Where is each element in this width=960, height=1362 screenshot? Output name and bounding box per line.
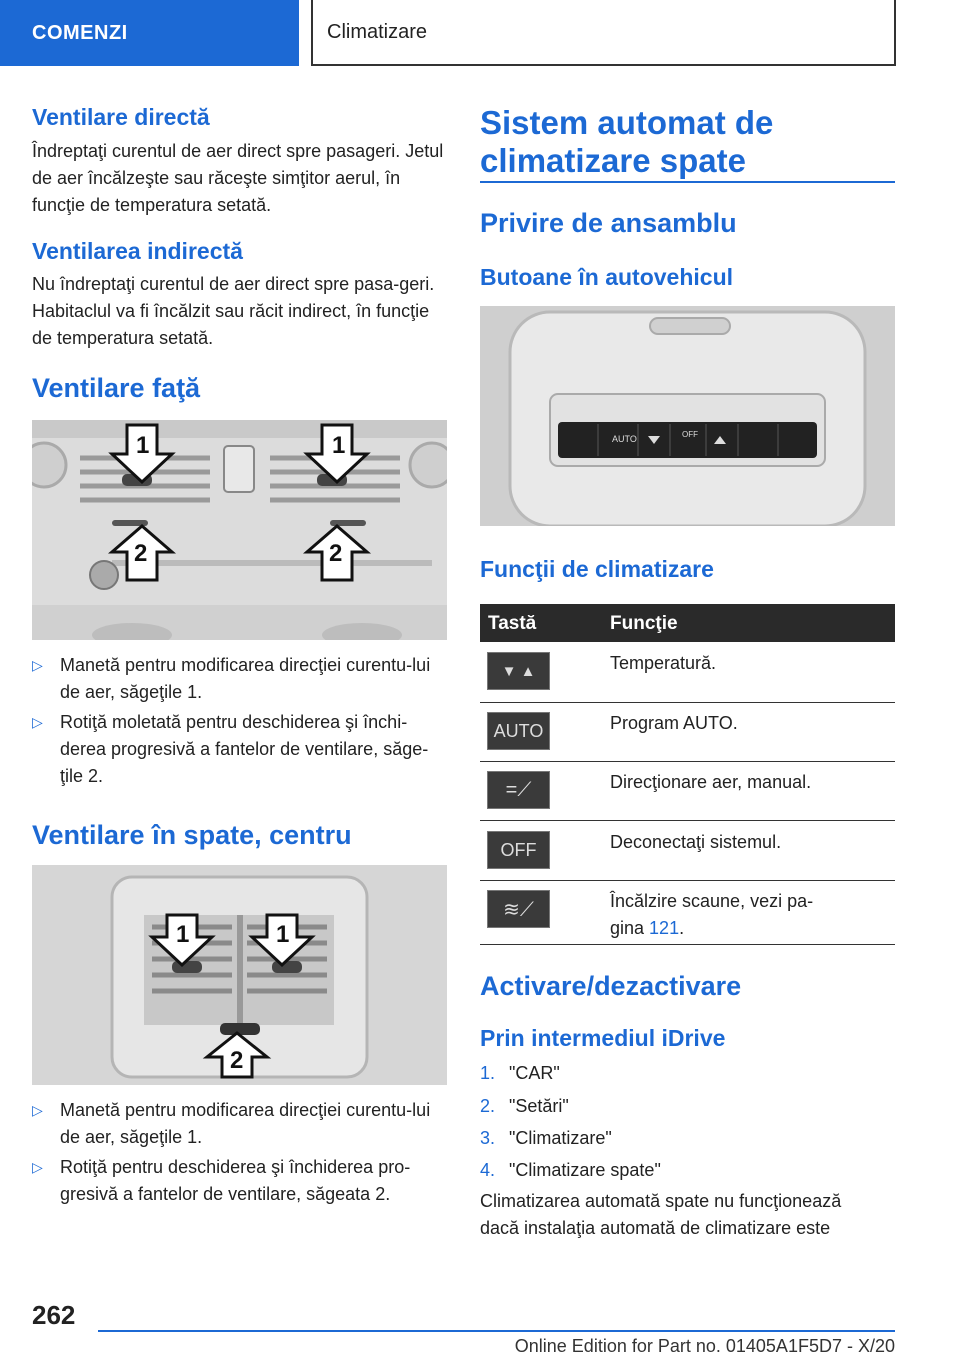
front-arrow-label: 1 [332, 432, 346, 459]
auto-button-icon: AUTO [487, 712, 550, 750]
heading-functii: Funcţii de climatizare [480, 556, 714, 582]
bullet-item [32, 1154, 447, 1210]
row-divider [480, 761, 895, 762]
heading-ventilarea-indirecta: Ventilarea indirectă [32, 238, 243, 264]
front-arrow-label: 2 [134, 540, 148, 567]
control-panel-illustration [480, 306, 895, 526]
bullet-text: Manetă pentru modificarea direcţiei curentu-lui de aer, săgeţile 1. [60, 655, 431, 702]
front-vent-image [32, 420, 447, 640]
step-text: "Climatizare" [509, 1128, 612, 1148]
seat-heating-text: Încălzire scaune, vezi pa-gina [610, 891, 814, 938]
heading-privire-ansamblu: Privire de ansamblu [480, 208, 737, 238]
list-item [480, 1060, 895, 1087]
triangle-bullet-icon: ▷ [32, 714, 43, 730]
col-header-tasta: Tastă [488, 613, 537, 634]
bullet-item [32, 652, 447, 708]
heading-ventilare-directa: Ventilare directă [32, 104, 210, 130]
text-ventilarea-indirecta: Nu îndreptaţi curentul de aer direct spre pasa-geri. Habitaclul va fi încălzit sau răcit indirect, în funcţie de temperatura setată. [32, 274, 435, 348]
list-item [480, 1125, 895, 1152]
seat-heating-icon: ≋⟋ [487, 890, 550, 928]
front-arrow-label: 1 [136, 432, 150, 459]
step-number: 3. [480, 1128, 496, 1148]
rear-arrow-label: 2 [230, 1047, 244, 1074]
rear-vent-image [32, 865, 447, 1085]
front-arrow-label: 2 [329, 540, 343, 567]
page-number: 262 [32, 1300, 76, 1330]
table-cell-function [610, 888, 830, 942]
seat-heating-suffix: . [679, 918, 685, 938]
control-panel-image [480, 306, 895, 526]
bullet-text: Manetă pentru modificarea direcţiei curentu-lui de aer, săgeţile 1. [60, 1100, 431, 1147]
step-text: "CAR" [509, 1063, 560, 1083]
triangle-bullet-icon: ▷ [32, 1102, 43, 1118]
triangle-bullet-icon: ▷ [32, 657, 43, 673]
table-cell-function: Program AUTO. [610, 713, 738, 733]
section-tab[interactable]: COMENZI [0, 0, 299, 66]
table-cell-function: Direcţionare aer, manual. [610, 772, 812, 792]
rear-arrow-label: 1 [276, 921, 290, 948]
temperature-arrows-icon: ▼ ▲ [487, 652, 550, 690]
row-divider [480, 880, 895, 881]
step-number: 2. [480, 1096, 496, 1116]
row-divider [480, 820, 895, 821]
heading-butoane: Butoane în autovehicul [480, 264, 734, 290]
rear-arrow-label: 1 [176, 921, 190, 948]
list-item [480, 1157, 895, 1184]
bullet-text: Rotiţă pentru deschiderea şi închiderea pro-gresivă a fantelor de ventilare, săgeata 2. [60, 1157, 411, 1204]
heading-idrive: Prin intermediul iDrive [480, 1025, 726, 1051]
chapter-label: Climatizare [327, 20, 428, 43]
list-item [480, 1093, 895, 1120]
air-direction-icon: =⟋ [487, 771, 550, 809]
heading-ventilare-fata: Ventilare faţă [32, 373, 201, 403]
bullet-item [32, 709, 447, 793]
bullet-item [32, 1097, 447, 1153]
step-number: 4. [480, 1160, 496, 1180]
step-text: "Climatizare spate" [509, 1160, 661, 1180]
step-number: 1. [480, 1063, 496, 1083]
front-vent-illustration [32, 420, 447, 640]
footer-rule [98, 1330, 895, 1332]
row-divider [480, 702, 895, 703]
chapter-title [311, 0, 896, 66]
footer-edition: Online Edition for Part no. 01405A1F5D7 - X/20 [514, 1336, 895, 1356]
triangle-bullet-icon: ▷ [32, 1159, 43, 1175]
panel-off-label: OFF [682, 430, 698, 439]
table-cell-function: Deconectaţi sistemul. [610, 832, 782, 852]
heading-rule [480, 181, 895, 183]
col-header-functie: Funcţie [610, 613, 678, 634]
closing-text: Climatizarea automată spate nu funcţionează dacă instalaţia automată de climatizare este [480, 1191, 842, 1238]
page-link-121[interactable]: 121 [649, 918, 680, 938]
heading-sistem-automat: Sistem automat de climatizare spate [480, 104, 774, 179]
table-header [480, 604, 895, 642]
panel-auto-label: AUTO [612, 434, 637, 444]
off-button-icon: OFF [487, 831, 550, 869]
heading-activare: Activare/dezactivare [480, 971, 742, 1001]
heading-ventilare-spate: Ventilare în spate, centru [32, 820, 352, 850]
table-cell-function: Temperatură. [610, 653, 717, 673]
bullet-text: Rotiţă moletată pentru deschiderea şi închi-derea progresivă a fantelor de ventilare, săge-ţile 2. [60, 712, 429, 786]
row-divider [480, 944, 895, 945]
text-ventilare-directa: Îndreptaţi curentul de aer direct spre pasageri. Jetul de aer încălzeşte sau răceşte simţitor aerul, în funcţie de temperatura setată. [32, 141, 444, 215]
step-text: "Setări" [509, 1096, 569, 1116]
